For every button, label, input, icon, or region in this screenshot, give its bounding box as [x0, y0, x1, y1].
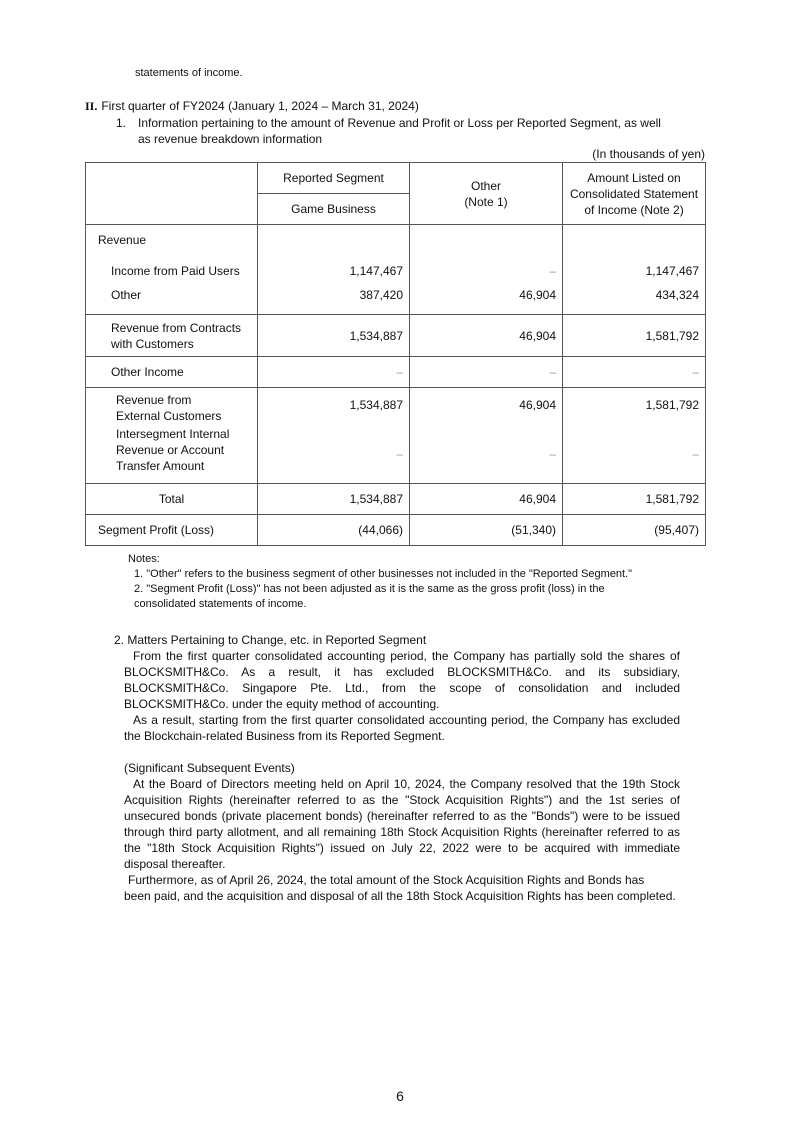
row-paid-users-other: –	[410, 256, 563, 287]
row-intersegment-label-line1: Intersegment Internal	[116, 426, 230, 441]
row-external-label-line2: External Customers	[116, 409, 222, 423]
page-number: 6	[396, 1088, 404, 1104]
row-external-other: 46,904	[410, 388, 563, 426]
row-contracts-other: 46,904	[410, 315, 563, 357]
section-title-text: First quarter of FY2024 (January 1, 2024 – March 31, 2024)	[101, 99, 419, 113]
notes	[128, 552, 632, 612]
row-paid-users-label: Income from Paid Users	[86, 256, 258, 287]
row-other-amount: 434,324	[563, 287, 706, 315]
section-2-paragraph-1: From the first quarter consolidated accounting period, the Company has partially sold the shares of BLOCKSMITH&Co. As a result, it has excluded BLOCKSMITH&Co. and its subsidiary, BLOCKSMITH&Co. Singapore Pte. Ltd., from the scope of consolidation and included BLOCKSMITH&Co. under the equity method of accounting.	[124, 649, 680, 711]
table-row	[86, 256, 706, 287]
row-external-label-line1: Revenue from	[116, 393, 192, 407]
row-profit-amount: (95,407)	[563, 515, 706, 546]
table-row	[86, 357, 706, 388]
furthermore-line-1: Furthermore, as of April 26, 2024, the total amount of the Stock Acquisition Rights and Bonds has	[128, 873, 645, 887]
note-2-line1: 2. "Segment Profit (Loss)" has not been adjusted as it is the same as the gross profit (loss) in the	[134, 583, 605, 595]
header-blank-cell	[86, 163, 258, 225]
units-label: (In thousands of yen)	[592, 147, 705, 161]
header-amount-line3: of Income (Note 2)	[584, 202, 684, 217]
subsequent-events-paragraph: At the Board of Directors meeting held on April 10, 2024, the Company resolved that the 19th Stock Acquisition Rights (hereinafter referred to as the "Stock Acquisition Rights") and the 1st series of unsecured bonds (private placement bonds) (hereinafter referred to as the "Bonds") were to be issued through third party allotment, and all remaining 18th Stock Acquisition Rights (hereinafter referred to as the "18th Stock Acquisition Rights") issued on July 22, 2022 were to be acquired with immediate disposal thereafter.	[124, 777, 680, 871]
row-total-other: 46,904	[410, 484, 563, 515]
item-1-line2: as revenue breakdown information	[138, 132, 323, 146]
intro-text: statements of income.	[135, 67, 243, 79]
header-amount-line1: Amount Listed on	[587, 170, 681, 185]
row-external-label	[86, 388, 258, 426]
header-amount-line2: Consolidated Statement	[569, 186, 699, 201]
header-other-line1: Other	[470, 178, 501, 193]
header-game-business: Game Business	[258, 194, 410, 225]
row-external-amount: 1,581,792	[563, 388, 706, 426]
row-other-income-game: –	[258, 357, 410, 388]
row-profit-label: Segment Profit (Loss)	[86, 515, 258, 546]
section-title	[85, 99, 419, 114]
row-intersegment-label-line2: Revenue or Account	[116, 442, 225, 457]
furthermore-line-2: been paid, and the acquisition and disposal of all the 18th Stock Acquisition Rights has been completed.	[124, 889, 676, 903]
row-other-income-label: Other Income	[86, 357, 258, 388]
row-intersegment-label	[86, 426, 258, 484]
table-row	[86, 315, 706, 357]
item-1-number: 1.	[116, 116, 127, 130]
table-row	[86, 287, 706, 315]
section-2-heading: 2. Matters Pertaining to Change, etc. in Reported Segment	[114, 633, 427, 647]
table-row	[86, 515, 706, 546]
segment-table	[85, 162, 706, 546]
table-row	[86, 426, 706, 484]
note-2-line2: consolidated statements of income.	[134, 598, 307, 610]
item-1-heading	[116, 115, 661, 147]
header-reported-segment: Reported Segment	[258, 163, 410, 194]
row-external-game: 1,534,887	[258, 388, 410, 426]
row-profit-other: (51,340)	[410, 515, 563, 546]
row-total-amount: 1,581,792	[563, 484, 706, 515]
header-amount	[563, 163, 706, 225]
table-row	[86, 388, 706, 426]
row-contracts-label-line2: with Customers	[111, 336, 194, 351]
row-profit-game: (44,066)	[258, 515, 410, 546]
row-intersegment-other: –	[410, 426, 563, 484]
row-other-other: 46,904	[410, 287, 563, 315]
row-other-income-amount: –	[563, 357, 706, 388]
row-intersegment-game: –	[258, 426, 410, 484]
row-other-income-other: –	[410, 357, 563, 388]
revenue-label: Revenue	[86, 225, 258, 256]
row-total-label: Total	[86, 484, 258, 515]
table-row	[86, 484, 706, 515]
header-other	[410, 163, 563, 225]
row-other-label: Other	[86, 287, 258, 315]
notes-title: Notes:	[128, 553, 160, 565]
table-row	[86, 225, 706, 256]
subsequent-events-title: (Significant Subsequent Events)	[124, 761, 295, 775]
row-contracts-label	[86, 315, 258, 357]
section-2	[114, 632, 680, 904]
row-intersegment-label-line3: Transfer Amount	[116, 458, 205, 473]
item-1-line1: Information pertaining to the amount of Revenue and Profit or Loss per Reported Segment, as well	[138, 116, 661, 130]
header-other-line2: (Note 1)	[464, 194, 508, 209]
row-total-game: 1,534,887	[258, 484, 410, 515]
row-contracts-amount: 1,581,792	[563, 315, 706, 357]
row-intersegment-amount: –	[563, 426, 706, 484]
row-other-game: 387,420	[258, 287, 410, 315]
note-1: 1. "Other" refers to the business segment of other businesses not included in the "Reported Segment."	[134, 568, 633, 580]
row-paid-users-game: 1,147,467	[258, 256, 410, 287]
row-contracts-game: 1,534,887	[258, 315, 410, 357]
section-roman: II.	[85, 99, 98, 113]
row-paid-users-amount: 1,147,467	[563, 256, 706, 287]
section-2-paragraph-2: As a result, starting from the first quarter consolidated accounting period, the Company has excluded the Blockchain-related Business from its Reported Segment.	[124, 713, 680, 743]
row-contracts-label-line1: Revenue from Contracts	[111, 320, 242, 335]
